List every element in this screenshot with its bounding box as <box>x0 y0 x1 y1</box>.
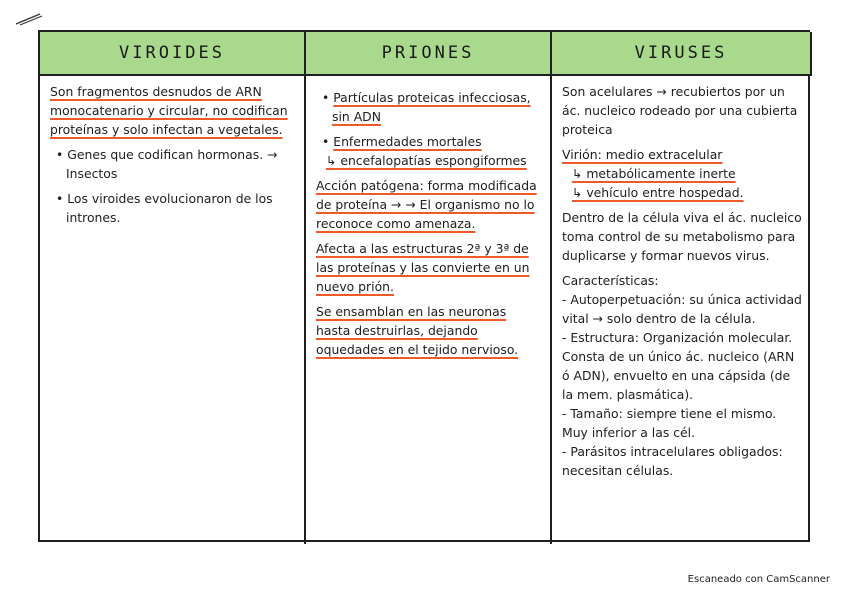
priones-column <box>306 76 552 544</box>
header-viruses: VIRUSES <box>552 32 812 76</box>
viroides-definition: Son fragmentos desnudos de ARN monocatenario y circular, no codifican proteínas y solo infectan a vegetales. <box>50 84 288 137</box>
viroides-bullet-hormonas: • Genes que codifican hormonas. → Insectos <box>56 147 278 181</box>
caracteristicas-title: Características: <box>562 273 659 288</box>
viruses-column <box>552 76 812 544</box>
priones-bullet-enfermedades-text: Enfermedades mortales <box>333 134 482 149</box>
priones-bullet-particulas: • Partículas proteicas infecciosas, sin ADN <box>322 90 531 124</box>
viruses-replicacion: Dentro de la célula viva el ác. nucleico toma control de su metabolismo para duplicarse y formar nuevos virus. <box>562 210 802 263</box>
viroides-bullet-hormonas-text: Genes que codifican hormonas. → Insectos <box>66 147 278 181</box>
virion-vehiculo: ↳ vehículo entre hospedad. <box>572 185 744 200</box>
priones-ensamblan: Se ensamblan en las neuronas hasta destruirlas, dejando oquedades en el tejido nervioso. <box>316 304 519 357</box>
caracteristica-estructura: - Estructura: Organización molecular. Consta de un único ác. nucleico (ARN ó ADN), envuelto en una cápsida (de la mem. plasmática). <box>562 330 795 402</box>
header-priones: PRIONES <box>306 32 552 76</box>
priones-encefalopatias: ↳ encefalopatías espongiformes <box>326 153 527 168</box>
priones-bullet-particulas-text: Partículas proteicas infecciosas, sin ADN <box>332 90 531 124</box>
viroides-bullet-intrones-text: Los viroides evolucionaron de los intrones. <box>66 191 273 225</box>
caracteristica-tamano: - Tamaño: siempre tiene el mismo. Muy inferior a las cél. <box>562 406 777 440</box>
header-viroides: VIROIDES <box>40 32 306 76</box>
priones-bullet-enfermedades: • Enfermedades mortales <box>322 134 482 149</box>
viroides-column <box>40 76 306 544</box>
viruses-definition: Son acelulares → recubiertos por un ác. nucleico rodeado por una cubierta proteica <box>562 84 798 137</box>
virion-label: Virión: medio extracelular <box>562 147 723 162</box>
caracteristica-autoperpetuacion: - Autoperpetuación: su única actividad vital → solo dentro de la célula. <box>562 292 802 326</box>
priones-accion-patogena: Acción patógena: forma modificada de proteína → → El organismo no lo reconoce como amenaza. <box>316 178 537 231</box>
scanner-watermark: Escaneado con CamScanner <box>687 574 830 585</box>
virion-inerte: ↳ metabólicamente inerte <box>572 166 736 181</box>
viroides-bullet-intrones: • Los viroides evolucionaron de los intrones. <box>56 191 273 225</box>
page-corner-mark <box>14 12 44 26</box>
priones-afecta: Afecta a las estructuras 2ª y 3ª de las proteínas y las convierte en un nuevo prión. <box>316 241 530 294</box>
caracteristica-parasitos: - Parásitos intracelulares obligados: necesitan células. <box>562 444 783 478</box>
comparison-table <box>38 30 810 542</box>
